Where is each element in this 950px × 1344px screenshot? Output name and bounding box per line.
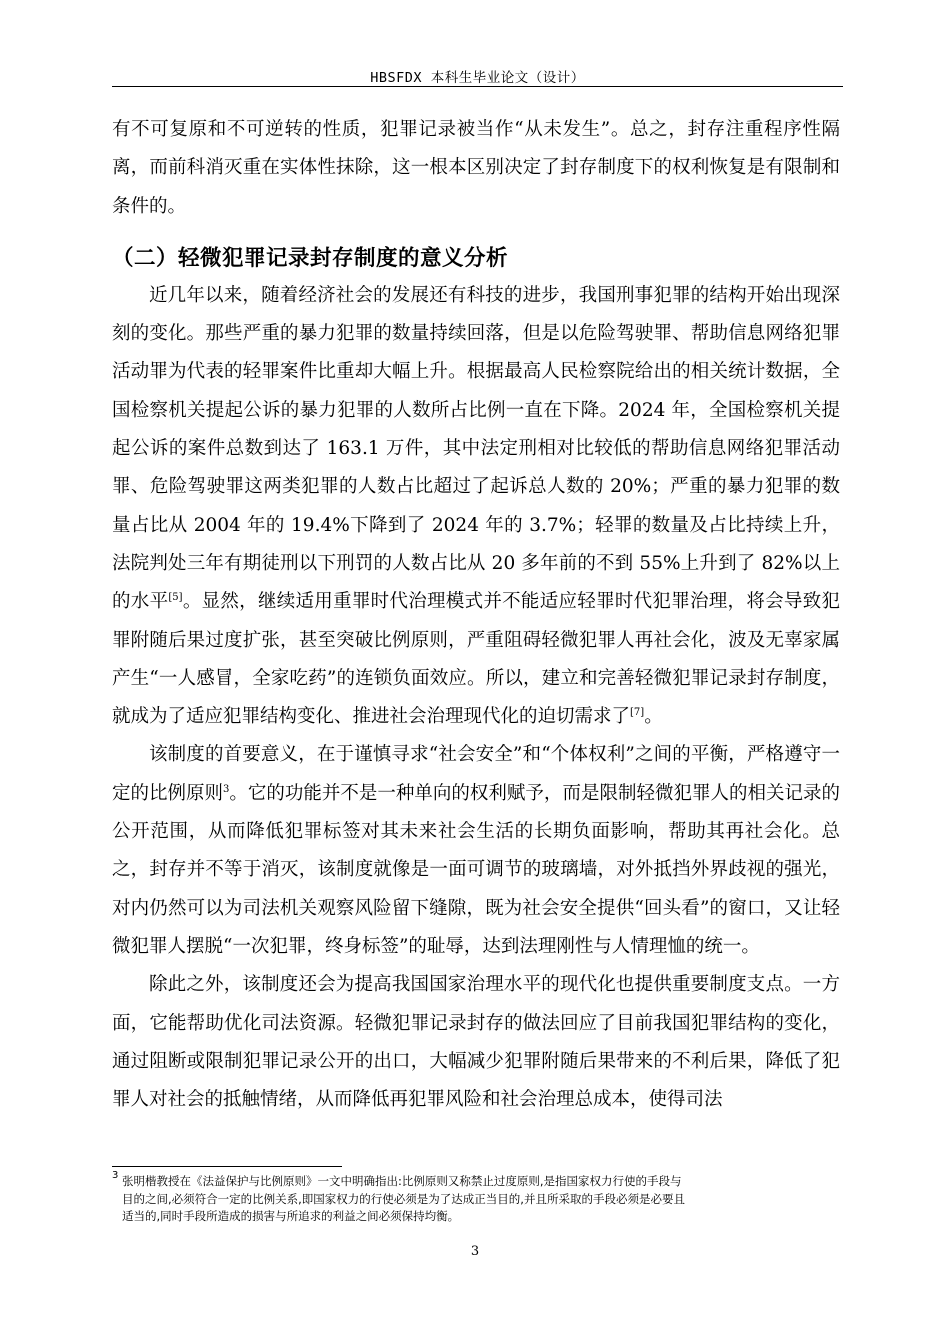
footnote-rule (112, 1166, 342, 1167)
citation-ref[interactable]: [5] (168, 592, 183, 604)
footnote-line: $^3$ 张明楷教授在《法益保护与比例原则》一文中明确指出:比例原则又称禁止过度原则,是指国家权力行使的手段与 (112, 1170, 682, 1188)
footnote-line: 适当的,同时手段所造成的损害与所追求的利益之间必须保持均衡。 (122, 1209, 460, 1223)
paragraph-text: 。它的功能并不是一种单向的权利赋予，而是限制轻微犯罪人的相关记录的公开范围，从而降低犯罪标签对其未来社会生活的长期负面影响，帮助其再社会化。总之，封存并不等于消灭，该制度就像是一面可调节的玻璃墙，对外抵挡外界歧视的强光，对内仍然可以为司法机关观察风险留下缝隙，既为社会安全提供“回头看”的窗口，又让轻微犯罪人摆脱“一次犯罪，终身标签”的耻辱，达到法理刚性与人情理恤的统一。 (112, 782, 840, 957)
paragraph-crime-structure (112, 277, 840, 737)
paragraph-governance: 除此之外，该制度还会为提高我国国家治理水平的现代化也提供重要制度支点。一方面，它能帮助优化司法资源。轻微犯罪记录封存的做法回应了目前我国犯罪结构的变化，通过阻断或限制犯罪记录公开的出口，大幅减少犯罪附随后果带来的不利后果，降低了犯罪人对社会的抵触情绪，从而降低再犯罪风险和社会治理总成本，使得司法 (112, 974, 840, 1111)
page-number: 3 (470, 1244, 480, 1259)
main-body (112, 111, 840, 1119)
paragraph-text: 该制度的首要意义，在于谨慎寻求“社会安全”和“个体权利”之间的平衡，严格遵守一定的比例原则 (112, 744, 840, 804)
paragraph-primary-significance (112, 736, 840, 966)
footnote-line: 目的之间,必须符合一定的比例关系,即国家权力的行使必须是为了达成正当目的,并且所采取的手段必须是必要且 (122, 1191, 685, 1206)
section-heading: （二）轻微犯罪记录封存制度的意义分析 (112, 245, 509, 271)
paragraph-text: 。 (644, 706, 663, 728)
paragraph-text: 近几年以来，随着经济社会的发展还有科技的进步，我国刑事犯罪的结构开始出现深刻的变化。那些严重的暴力犯罪的数量持续回落，但是以危险驾驶罪、帮助信息网络犯罪活动罪为代表的轻罪案件比重却大幅上升。根据最高人民检察院给出的相关统计数据，全国检察机关提起公诉的暴力犯罪的人数所占比例一直在下降。2024 年，全国检察机关提起公诉的案件总数到达了 163.1 万件，其中法定刑相对比较低的帮助信息网络犯罪活动罪、危险驾驶罪这两类犯罪的人数占比超过了起诉总人数的 20%；严重的暴力犯罪的数量占比从 2004 年的 19.4%下降到了 2024 年的 3.7%；轻罪的数量及占比持续上升，法院判处三年有期徒刑以下刑罚的人数占比从 20 多年前的不到 55%上升到了 82%以上的水平 (112, 284, 840, 613)
footnote-mark: 3 (112, 1170, 119, 1181)
paragraph-continued: 有不可复原和不可逆转的性质，犯罪记录被当作“从未发生”。总之，封存注重程序性隔离，而前科消灭重在实体性抹除，这一根本区别决定了封存制度下的权利恢复是有限制和条件的。 (112, 119, 840, 217)
footnote (112, 1170, 840, 1226)
paragraph-text: 。显然，继续适用重罪时代治理模式并不能适应轻罪时代犯罪治理，将会导致犯罪附随后果过度扩张，甚至突破比例原则，严重阻碍轻微犯罪人再社会化，波及无辜家属产生“一人感冒，全家吃药”的连锁负面效应。所以，建立和完善轻微犯罪记录封存制度，就成为了适应犯罪结构变化、推进社会治理现代化的迫切需求了 (112, 591, 840, 728)
header-rule (112, 86, 843, 87)
page-header: HBSFDX 本科生毕业论文（设计） (370, 70, 585, 86)
footnote-ref[interactable]: 3 (223, 783, 230, 795)
citation-ref[interactable]: [7] (630, 707, 645, 719)
